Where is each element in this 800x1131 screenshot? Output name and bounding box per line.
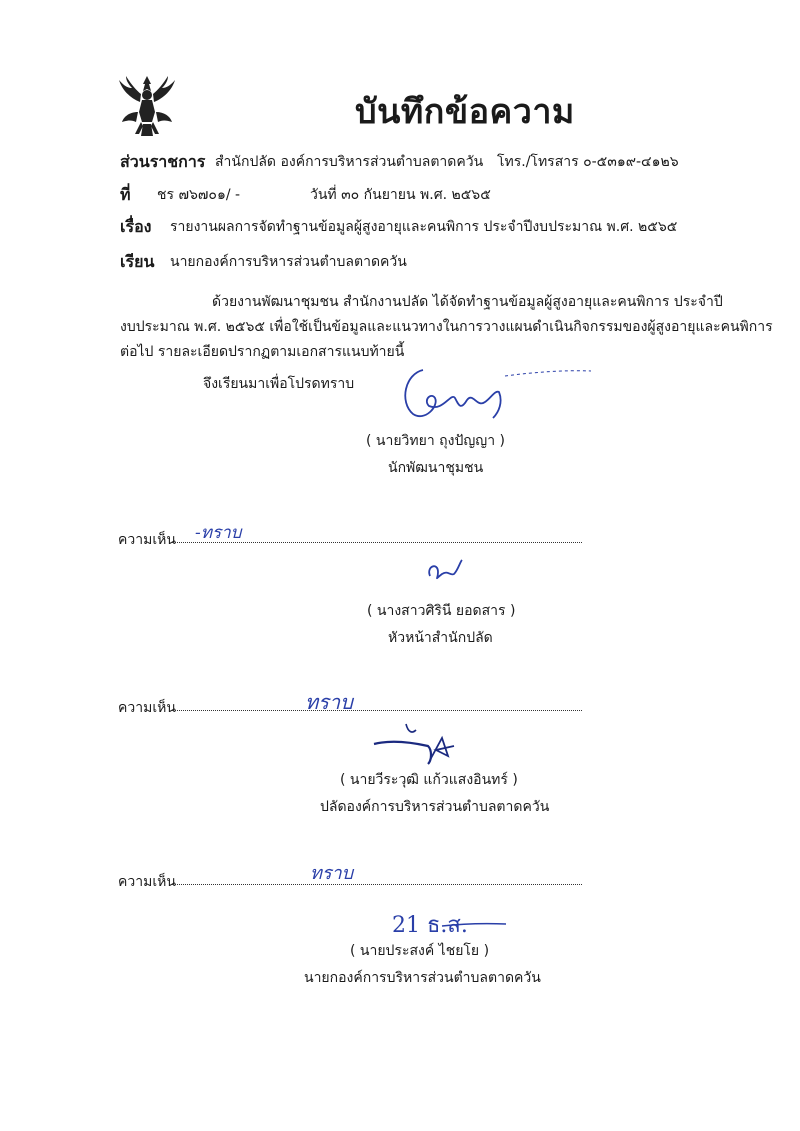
signature-3-icon: [370, 720, 470, 770]
opinion-1-handwritten: -ทราบ: [195, 523, 242, 543]
department-value: สำนักปลัด องค์การบริหารส่วนตำบลตาดควัน: [215, 154, 484, 170]
signer-3-name: ( นายวีระวุฒิ แก้วแสงอินทร์ ): [340, 772, 518, 788]
reference-value: ชร ๗๖๗๐๑/ -: [157, 187, 241, 203]
opinion-3-handwritten: ทราบ: [310, 863, 354, 884]
signature-4-underline-icon: [440, 920, 510, 934]
handwritten-date: 21 ธ.ส.: [392, 913, 468, 938]
memo-title: บันทึกข้อความ: [355, 92, 575, 132]
department-label: ส่วนราชการ: [120, 152, 206, 171]
body-line-3: ต่อไป รายละเอียดปรากฏตามเอกสารแนบท้ายนี้: [120, 344, 405, 360]
signer-1-position: นักพัฒนาชุมชน: [388, 460, 484, 476]
phone-number: โทร./โทรสาร ๐-๕๓๑๙-๔๑๒๖: [497, 154, 679, 170]
to-label: เรียน: [120, 252, 155, 271]
closing-text: จึงเรียนมาเพื่อโปรดทราบ: [203, 376, 355, 392]
signer-4-name: ( นายประสงค์ ไชยโย ): [350, 943, 490, 959]
garuda-emblem-icon: [116, 72, 178, 142]
body-line-1: ด้วยงานพัฒนาชุมชน สำนักงานปลัด ได้จัดทำฐานข้อมูลผู้สูงอายุและคนพิการ ประจำปี: [212, 294, 723, 310]
signer-3-position: ปลัดองค์การบริหารส่วนตำบลตาดควัน: [320, 799, 550, 815]
opinion-3-label: ความเห็น: [118, 874, 176, 890]
opinion-1-label: ความเห็น: [118, 532, 176, 548]
opinion-2-label: ความเห็น: [118, 700, 176, 716]
signer-4-position: นายกองค์การบริหารส่วนตำบลตาดควัน: [304, 970, 541, 986]
signer-2-name: ( นางสาวศิรินี ยอดสาร ): [367, 603, 516, 619]
subject-value: รายงานผลการจัดทำฐานข้อมูลผู้สูงอายุและคนพิการ ประจำปีงบประมาณ พ.ศ. ๒๕๖๕: [170, 219, 678, 235]
subject-label: เรื่อง: [120, 217, 152, 236]
opinion-2-line: [172, 710, 582, 711]
body-line-2: งบประมาณ พ.ศ. ๒๕๖๕ เพื่อใช้เป็นข้อมูลและแนวทางในการวางแผนดำเนินกิจกรรมของผู้สูงอายุและคนพิการ: [120, 319, 773, 335]
signature-2-icon: [424, 556, 474, 586]
signer-2-position: หัวหน้าสำนักปลัด: [388, 630, 493, 646]
opinion-2-handwritten: ทราบ: [305, 690, 353, 714]
signer-1-name: ( นายวิทยา ถุงปัญญา ): [366, 433, 505, 449]
to-value: นายกองค์การบริหารส่วนตำบลตาดควัน: [170, 254, 407, 270]
signature-1-icon: [395, 362, 595, 432]
opinion-3-line: [172, 884, 582, 885]
memo-date: วันที่ ๓๐ กันยายน พ.ศ. ๒๕๖๕: [310, 187, 491, 203]
reference-label: ที่: [120, 185, 131, 204]
